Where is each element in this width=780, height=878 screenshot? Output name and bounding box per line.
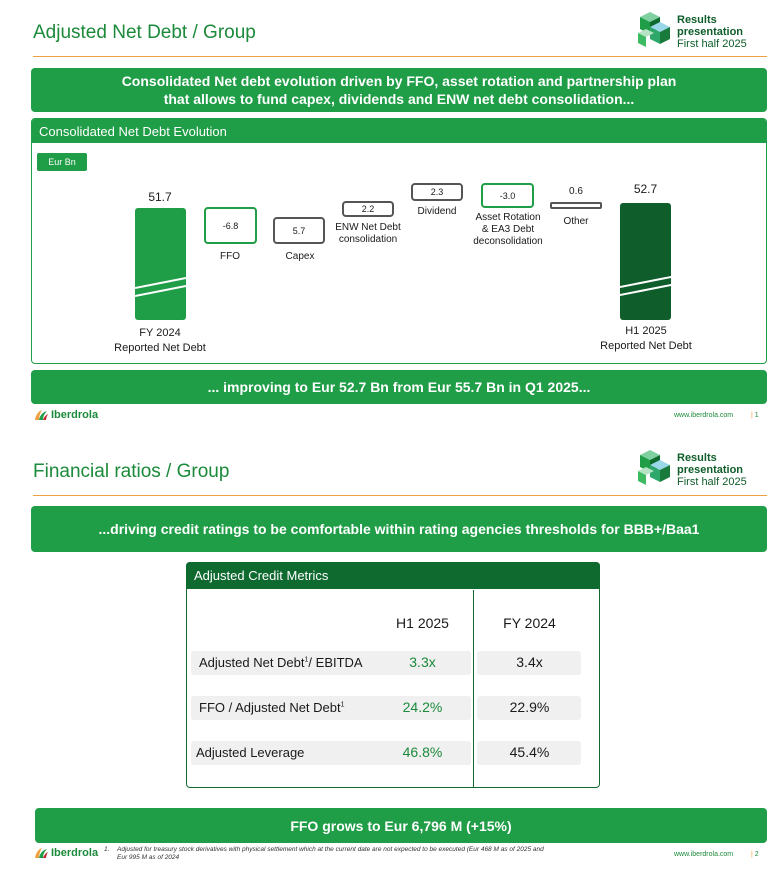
footnote-ref: 1 [340,701,345,709]
category-label-start [100,326,220,356]
category-label-end-line1: H1 2025 [625,325,667,337]
page-number-2: | 2 [751,851,759,858]
iberdrola-logo-text-2: Iberdrola [51,847,99,859]
brand-block-2 [677,452,747,488]
row-label-ffo-net-debt [199,700,345,715]
page-number: | 1 [751,412,759,419]
bottom-banner-slide1: ... improving to Eur 52.7 Bn from Eur 55.7 Bn in Q1 2025... [31,370,767,404]
bar-other [550,202,602,209]
brand-title-line2: presentation [677,26,744,38]
category-label-start-line1: FY 2024 [139,327,181,339]
brand-title-line1: Results [677,14,717,26]
footer-url[interactable]: www.iberdrola.com [674,412,734,419]
top-banner-slide2: ...driving credit ratings to be comfortable within rating agencies thresholds for BBB+/Baa1 [31,506,767,552]
results-logo-icon [634,5,674,51]
category-label-enw-line2: consolidation [338,234,398,245]
cell-h1-adjusted-leverage: 46.8% [402,744,443,760]
iberdrola-logo-icon [33,408,49,422]
results-logo-icon-2 [634,443,674,489]
cell-fy-net-debt-ebitda: 3.4x [516,654,543,670]
cell-h1-net-debt-ebitda: 3.3x [409,654,436,670]
footer-url-2[interactable]: www.iberdrola.com [674,851,734,858]
brand-subtitle-2: First half 2025 [677,476,747,488]
category-label-end [586,324,706,354]
cell-fy-adjusted-leverage: 45.4% [509,744,550,760]
category-label-ffo: FFO [220,251,240,262]
data-label-end: 52.7 [633,182,658,196]
bar-dividend: 2.3 [411,183,463,201]
footnote-line2: Eur 995 M as of 2024 [117,854,180,861]
category-label-enw-line1: ENW Net Debt [335,222,401,233]
brand-subtitle: First half 2025 [677,38,747,50]
page-title-2: Financial ratios / Group [33,461,230,482]
category-label-asset-rotation [462,212,554,248]
iberdrola-logo-icon-2 [33,846,49,860]
brand-block [677,14,747,50]
column-header-h1: H1 2025 [396,615,449,631]
category-label-ar-line3: deconsolidation [473,236,543,247]
column-header-fy: FY 2024 [503,615,556,631]
data-label-other: 0.6 [569,186,583,197]
category-label-capex: Capex [285,251,315,262]
category-label-enw [326,222,410,246]
cell-fy-ffo-net-debt: 22.9% [509,699,550,715]
footnote-number: 1. [104,846,110,853]
row-label-adjusted-leverage: Adjusted Leverage [196,745,305,760]
category-label-other: Other [563,216,589,227]
category-label-ar-line2: & EA3 Debt [481,224,535,235]
category-label-dividend: Dividend [417,206,457,217]
footnote-ref: 1 [304,656,309,664]
brand-title-line1-2: Results [677,452,717,464]
credit-metrics-header: Adjusted Credit Metrics [186,562,600,589]
data-label-start: 51.7 [148,190,172,204]
iberdrola-logo-text: Iberdrola [51,409,99,421]
column-divider [473,590,474,788]
unit-badge: Eur Bn [37,153,87,171]
footnote [117,846,637,862]
row-label-text: Adjusted Net Debt [199,655,305,670]
bar-ffo: -6.8 [204,207,257,244]
footnote-line1: Adjusted for treasury stock derivatives with physical settlement which at the current date are not expected to be executed (Eur 468 M as of 2025 and [117,846,544,853]
chart-panel-header: Consolidated Net Debt Evolution [32,119,766,143]
title-divider [33,56,767,57]
cell-h1-ffo-net-debt: 24.2% [402,699,443,715]
category-label-end-line2: Reported Net Debt [600,340,692,352]
row-label-tail: / EBITDA [308,655,363,670]
bottom-banner-slide2: FFO grows to Eur 6,796 M (+15%) [35,808,767,843]
bar-end [620,203,671,320]
title-divider-2 [33,495,767,496]
bar-enw: 2.2 [342,201,394,217]
brand-title-line2-2: presentation [677,464,744,476]
bar-start [135,208,186,320]
category-label-ar-line1: Asset Rotation [475,212,541,223]
top-banner-line2: that allows to fund capex, dividends and ENW net debt consolidation... [163,91,635,107]
row-label-text: FFO / Adjusted Net Debt [199,700,341,715]
category-label-start-line2: Reported Net Debt [114,342,206,354]
top-banner-line1: Consolidated Net debt evolution driven by FFO, asset rotation and partnership plan [121,73,677,89]
bar-asset-rotation: -3.0 [481,183,534,208]
row-label-net-debt-ebitda [199,655,363,670]
bar-capex: 5.7 [273,217,325,244]
page-title: Adjusted Net Debt / Group [33,22,256,43]
top-banner [31,68,767,112]
